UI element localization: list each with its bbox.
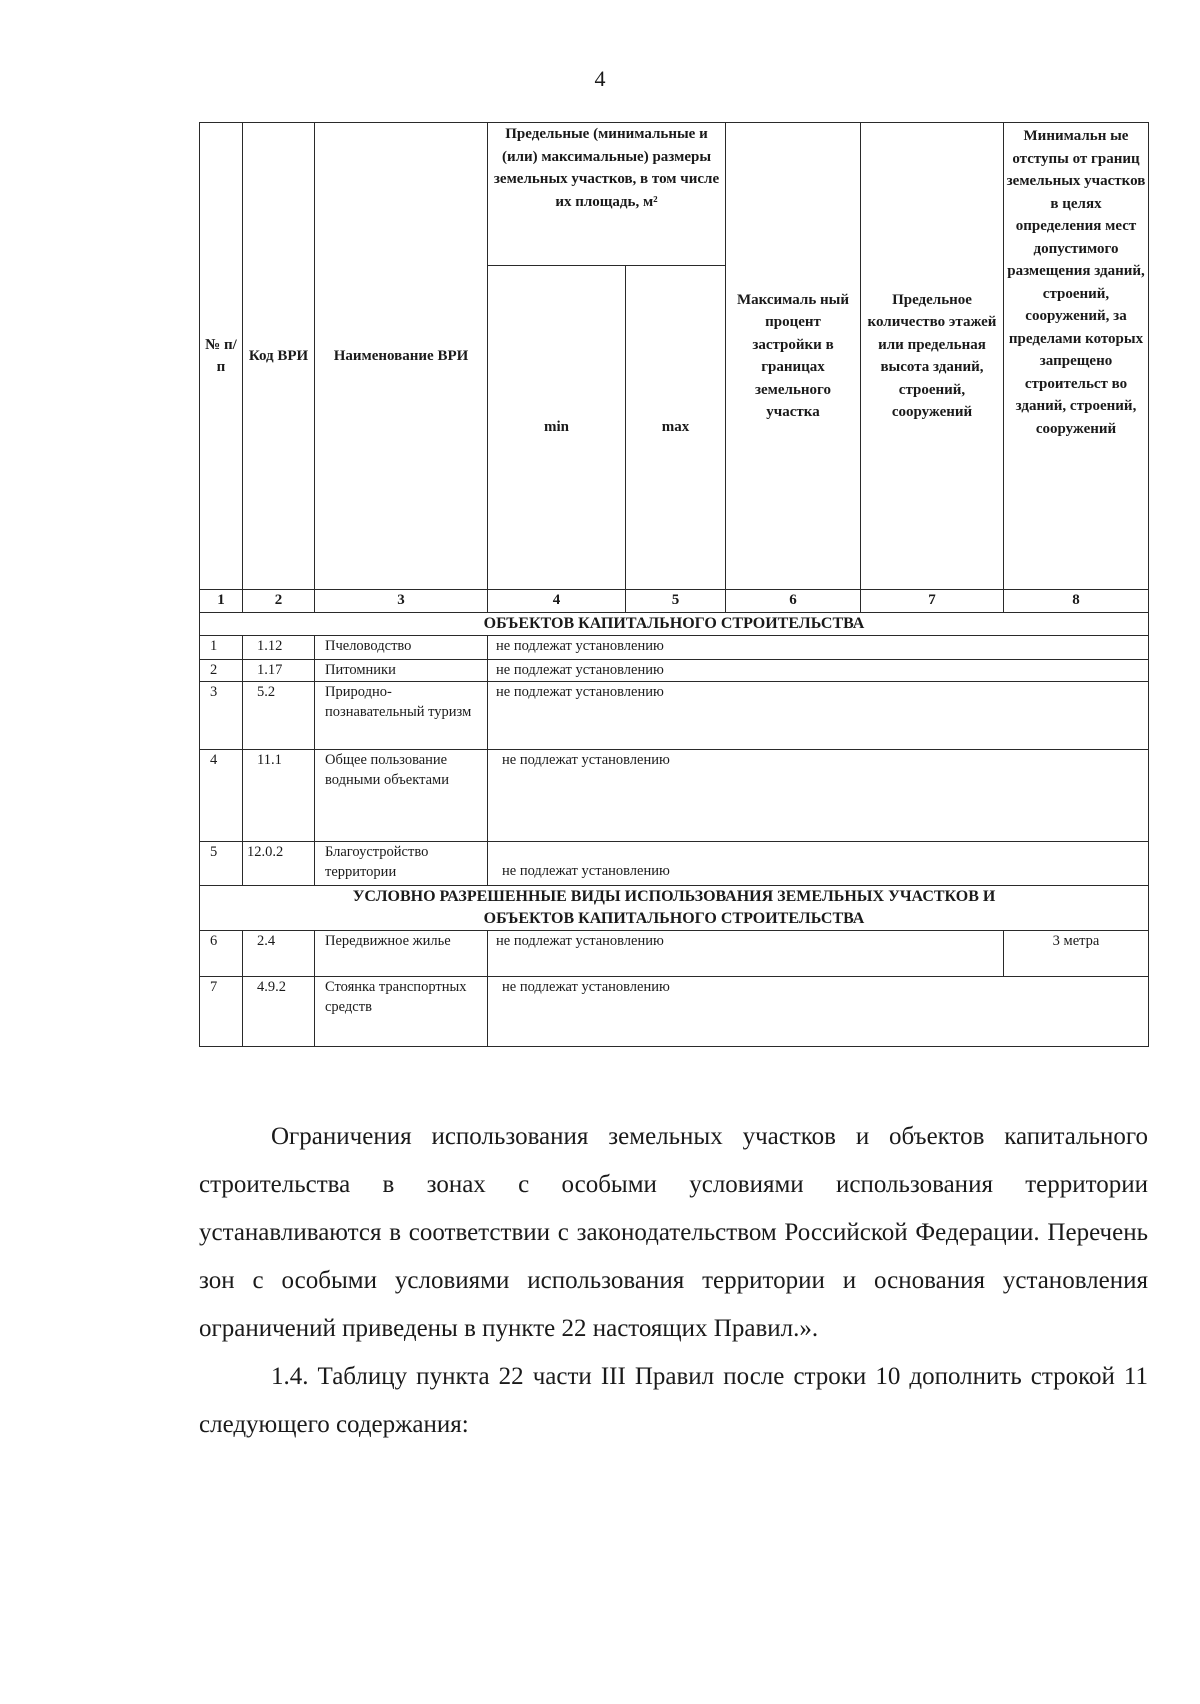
land-use-regulations-table	[199, 122, 1149, 1047]
row-number: 4	[200, 750, 243, 842]
row-code: 2.4	[243, 931, 315, 977]
row-number: 2	[200, 660, 243, 682]
header-code: Код ВРИ	[243, 123, 315, 590]
section-header-capital-construction	[200, 613, 1149, 636]
section-title: ОБЪЕКТОВ КАПИТАЛЬНОГО СТРОИТЕЛЬСТВА	[200, 613, 1149, 636]
paragraph-restrictions: Ограничения использования земельных участков и объектов капитального строительства в зонах с особыми условиями использования территории устанавливаются в соответствии с законодательством Российской Федерации. Перечень зон с особыми условиями использования территории и основания установления ограничений приведены в пункте 22 настоящих Правил.».	[199, 1123, 1148, 1342]
row-number: 7	[200, 977, 243, 1047]
row-number: 1	[200, 636, 243, 660]
row-code: 1.17	[243, 660, 315, 682]
table-row	[200, 660, 1149, 682]
column-number: 8	[1004, 590, 1149, 613]
column-number: 7	[861, 590, 1004, 613]
header-max-coverage: Максималь ный процент застройки в границах земельного участка	[726, 123, 861, 590]
row-value: не подлежат установлению	[488, 842, 1149, 886]
row-name: Передвижное жилье	[315, 931, 488, 977]
header-min-offsets: Минимальн ые отступы от границ земельных участков в целях определения мест допустимого размещения зданий, строений, сооружений, за пределами которых запрещено строительст во зданий, строений, сооружений	[1004, 123, 1149, 590]
column-number: 2	[243, 590, 315, 613]
column-number: 4	[488, 590, 626, 613]
row-name: Стоянка транспортных средств	[315, 977, 488, 1047]
section-title-line: УСЛОВНО РАЗРЕШЕННЫЕ ВИДЫ ИСПОЛЬЗОВАНИЯ ЗЕМЕЛЬНЫХ УЧАСТКОВ И	[352, 888, 996, 905]
row-name: Природно-познавательный туризм	[315, 682, 488, 750]
header-plot-size-group: Предельные (минимальные и (или) максимальные) размеры земельных участков, в том числе их площадь, м²	[488, 123, 726, 266]
row-value: не подлежат установлению	[488, 682, 1149, 750]
row-number: 3	[200, 682, 243, 750]
row-value: не подлежат установлению	[488, 977, 1149, 1047]
row-name: Пчеловодство	[315, 636, 488, 660]
row-code: 11.1	[243, 750, 315, 842]
row-value: не подлежат установлению	[488, 931, 1004, 977]
row-name: Благоустройство территории	[315, 842, 488, 886]
table-row	[200, 977, 1149, 1047]
column-numbers-row	[200, 590, 1149, 613]
page-number: 4	[594, 66, 606, 91]
section-title	[200, 886, 1149, 931]
row-value: не подлежат установлению	[488, 750, 1149, 842]
column-number: 5	[626, 590, 726, 613]
row-number: 5	[200, 842, 243, 886]
row-name: Питомники	[315, 660, 488, 682]
header-row-number: № п/ п	[200, 123, 243, 590]
table-row	[200, 636, 1149, 660]
row-value: не подлежат установлению	[488, 660, 1149, 682]
header-max-floors: Предельное количество этажей или предельная высота зданий, строений, сооружений	[861, 123, 1004, 590]
body-text	[199, 1113, 1148, 1449]
header-name: Наименование ВРИ	[315, 123, 488, 590]
column-number: 1	[200, 590, 243, 613]
section-header-conditional-uses	[200, 886, 1149, 931]
row-code: 4.9.2	[243, 977, 315, 1047]
row-number: 6	[200, 931, 243, 977]
paragraph-amendment: 1.4. Таблицу пункта 22 части III Правил после строки 10 дополнить строкой 11 следующего содержания:	[199, 1363, 1148, 1438]
header-min: min	[488, 266, 626, 590]
table-row	[200, 750, 1149, 842]
header-max: max	[626, 266, 726, 590]
column-number: 6	[726, 590, 861, 613]
row-name: Общее пользование водными объектами	[315, 750, 488, 842]
section-title-line: ОБЪЕКТОВ КАПИТАЛЬНОГО СТРОИТЕЛЬСТВА	[483, 910, 865, 927]
table-row	[200, 931, 1149, 977]
row-value: не подлежат установлению	[488, 636, 1149, 660]
row-code: 12.0.2	[243, 842, 315, 886]
column-number: 3	[315, 590, 488, 613]
table-row	[200, 682, 1149, 750]
table-row	[200, 842, 1149, 886]
row-offset: 3 метра	[1004, 931, 1149, 977]
row-code: 5.2	[243, 682, 315, 750]
row-code: 1.12	[243, 636, 315, 660]
